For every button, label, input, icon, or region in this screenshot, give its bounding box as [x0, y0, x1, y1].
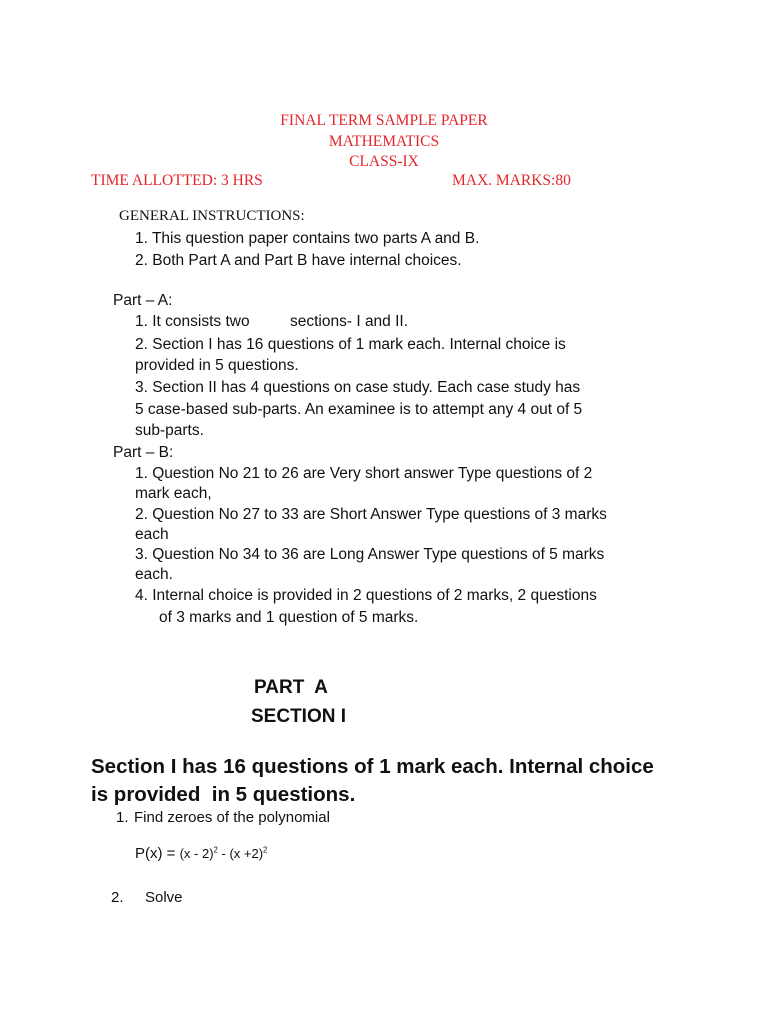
question-2-text: Solve [145, 889, 183, 906]
part-a-item-3-cont: 5 case-based sub-parts. An examinee is to attempt any 4 out of 5 [135, 401, 583, 418]
paper-title: FINAL TERM SAMPLE PAPER [280, 112, 488, 129]
part-a-item-3: 3. Section II has 4 questions on case study. Each case study has [135, 379, 581, 396]
class-title: CLASS-IX [349, 153, 419, 170]
part-a-item-2: 2. Section I has 16 questions of 1 mark each. Internal choice is [135, 336, 566, 353]
part-b-item-4-cont: of 3 marks and 1 question of 5 marks. [159, 609, 419, 626]
question-1-number: 1. [116, 809, 129, 826]
part-a-title: PART A [254, 677, 328, 698]
max-marks: MAX. MARKS:80 [452, 172, 571, 189]
part-b-item-3-cont: each. [135, 566, 173, 583]
question-2-number: 2. [111, 889, 124, 906]
expression-prefix: P(x) = [135, 845, 180, 862]
part-a-item-1b: sections- I and II. [290, 313, 409, 330]
question-1-expression [135, 845, 267, 862]
part-b-item-3: 3. Question No 34 to 36 are Long Answer Type questions of 5 marks [135, 546, 605, 563]
section-statement: Section I has 16 questions of 1 mark each. Internal choice [91, 755, 654, 778]
subject-title: MATHEMATICS [328, 133, 440, 150]
instruction-item: 2. Both Part A and Part B have internal choices. [135, 252, 462, 269]
part-b-item-2: 2. Question No 27 to 33 are Short Answer Type questions of 3 marks [135, 506, 607, 523]
part-a-item-1a: 1. It consists two [135, 313, 250, 330]
section-title: SECTION I [251, 706, 347, 727]
expression-term-1: $(x - 2)^2 - (x +2)^2$ [179, 845, 268, 861]
question-1-text: Find zeroes of the polynomial [134, 809, 330, 826]
time-allotted: TIME ALLOTTED: 3 HRS [91, 172, 263, 189]
section-statement-cont: is provided in 5 questions. [91, 783, 356, 806]
exponent: 2 [263, 845, 268, 855]
part-a-item-2-cont: provided in 5 questions. [135, 357, 299, 374]
part-b-item-1-cont: mark each, [135, 485, 212, 502]
part-b-heading: Part – B: [113, 444, 174, 461]
part-b-item-4: 4. Internal choice is provided in 2 questions of 2 marks, 2 questions [135, 587, 597, 604]
part-b-item-2-cont: each [135, 526, 169, 543]
instruction-item: 1. This question paper contains two parts A and B. [135, 230, 480, 247]
exponent: 2 [213, 845, 218, 855]
part-a-item-3-cont2: sub-parts. [135, 422, 204, 439]
instructions-heading: GENERAL INSTRUCTIONS: [119, 208, 305, 224]
part-a-heading: Part – A: [113, 292, 173, 309]
part-b-item-1: 1. Question No 21 to 26 are Very short answer Type questions of 2 [135, 465, 593, 482]
